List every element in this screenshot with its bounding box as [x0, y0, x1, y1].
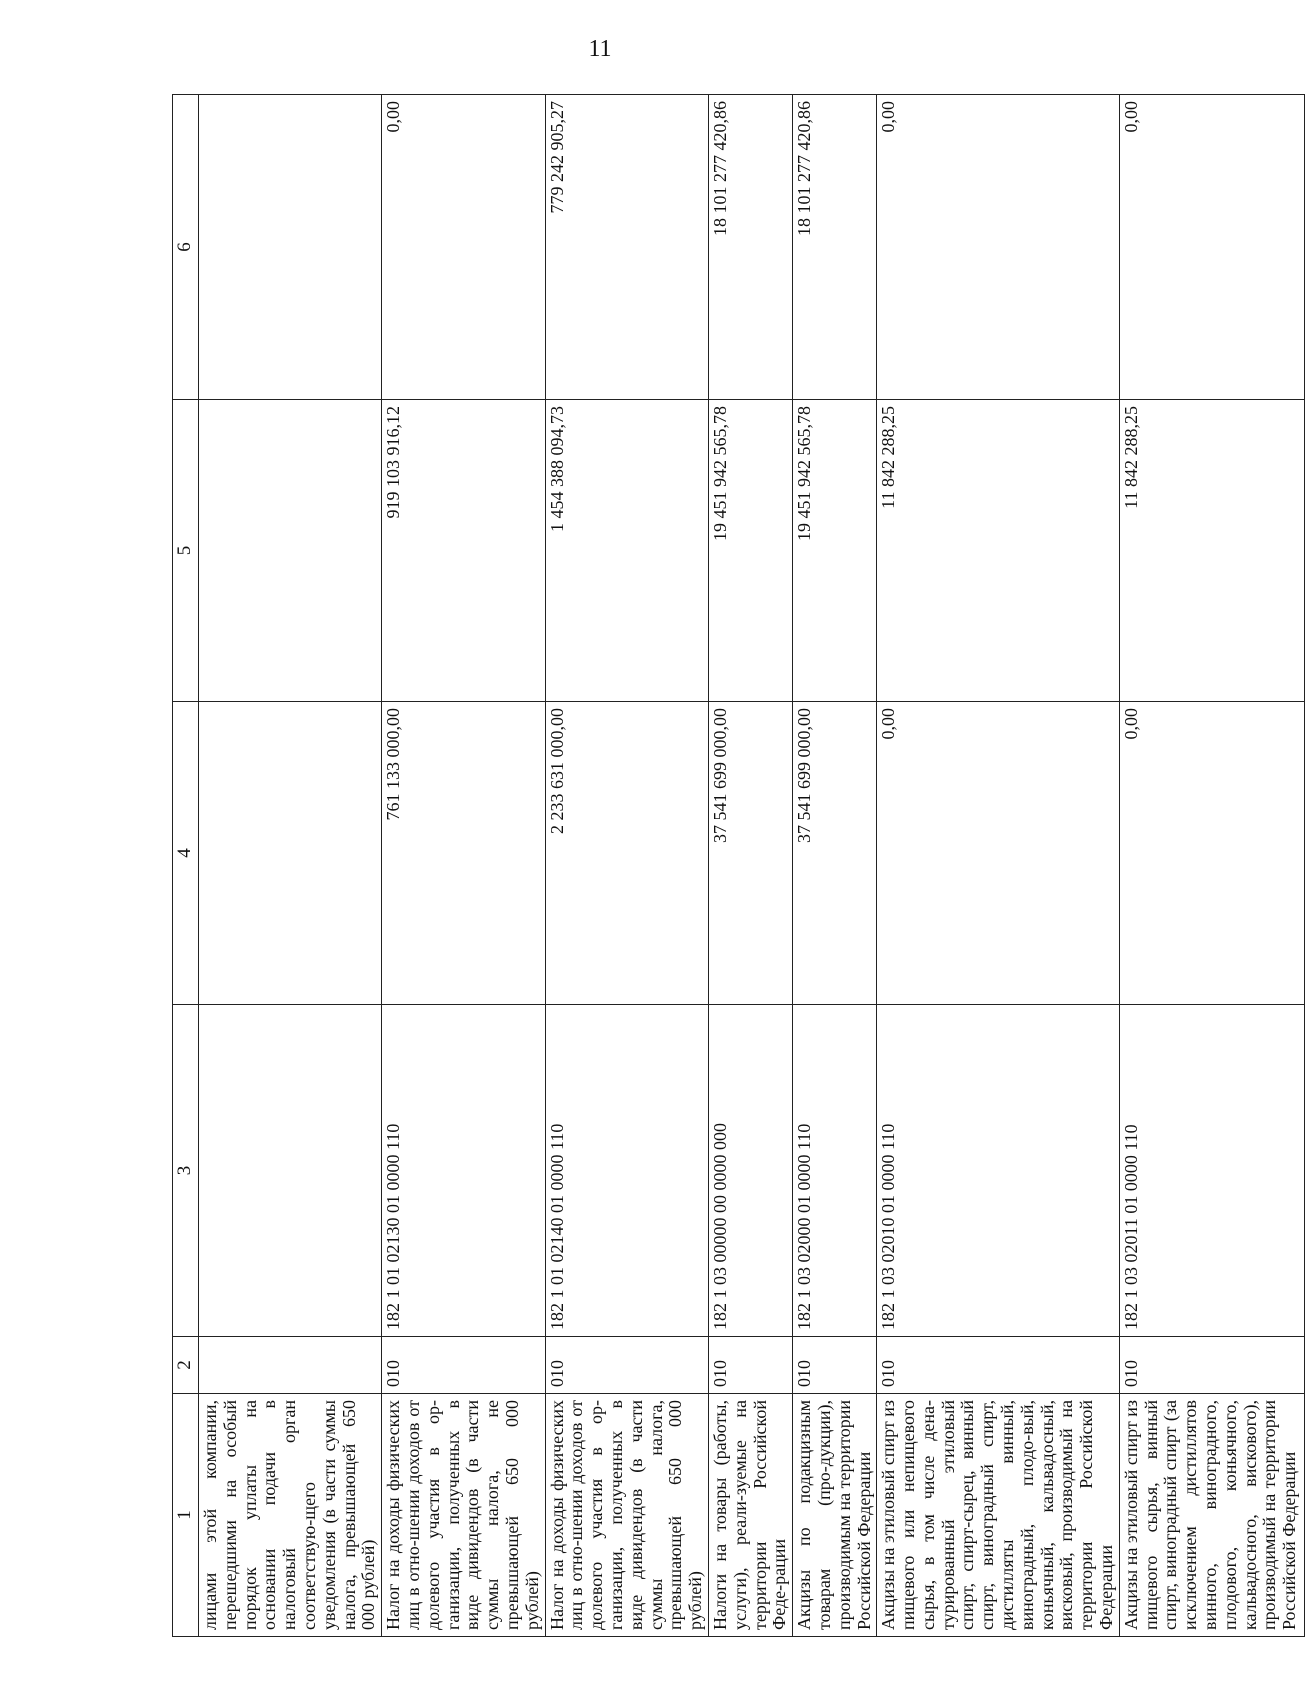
row-executed-amount — [199, 400, 382, 702]
table-row — [793, 95, 877, 1637]
row-budget-code: 182 1 03 00000 00 0000 000 — [708, 1005, 792, 1337]
column-header-5: 5 — [173, 400, 199, 702]
row-admin-code: 010 — [382, 1337, 545, 1394]
row-plan-amount: 37 541 699 000,00 — [708, 702, 792, 1005]
row-name: Акцизы на этиловый спирт из пищевого или непищевого сырья, в том числе дена-турированный этиловый спирт, спирт-сырец, винный спирт, виноградный спирт, дистилляты винный, виноградный, плодо-вый, коньячный, кальвадосный, висковый, производимый на территории Российской Федерации — [877, 1394, 1120, 1637]
row-name: Акцизы на этиловый спирт из пищевого сырья, винный спирт, виноградный спирт (за исключением дистиллятов винного, виноградного, плодового, коньячного, кальвадосного, вискового), производимый на территории Российской Федерации — [1119, 1394, 1304, 1637]
row-budget-code: 182 1 03 02010 01 0000 110 — [877, 1005, 1120, 1337]
row-name: Налоги на товары (работы, услуги), реали-зуемые на территории Российской Феде-рации — [708, 1394, 792, 1637]
rotated-table-inner — [172, 95, 1300, 1637]
row-remaining-amount: 18 101 277 420,86 — [793, 95, 877, 400]
row-budget-code: 182 1 03 02011 01 0000 110 — [1119, 1005, 1304, 1337]
header-row — [173, 95, 199, 1637]
row-name: Налог на доходы физических лиц в отно-шении доходов от долевого участия в ор-ганизации, полученных в виде дивидендов (в части суммы налога, не превышающей 650 000 рублей) — [382, 1394, 545, 1637]
row-admin-code: 010 — [1119, 1337, 1304, 1394]
table-row — [708, 95, 792, 1637]
column-header-3: 3 — [173, 1005, 199, 1337]
table-row — [877, 95, 1120, 1637]
row-plan-amount: 0,00 — [1119, 702, 1304, 1005]
row-remaining-amount: 0,00 — [877, 95, 1120, 400]
row-executed-amount: 919 103 916,12 — [382, 400, 545, 702]
row-admin-code: 010 — [708, 1337, 792, 1394]
row-admin-code: 010 — [877, 1337, 1120, 1394]
row-plan-amount: 37 541 699 000,00 — [793, 702, 877, 1005]
column-header-6: 6 — [173, 95, 199, 400]
row-name: Налог на доходы физических лиц в отно-шении доходов от долевого участия в ор-ганизации, полученных в виде дивидендов (в части суммы налога, превышающей 650 000 рублей) — [545, 1394, 708, 1637]
row-plan-amount: 761 133 000,00 — [382, 702, 545, 1005]
row-remaining-amount: 779 242 905,27 — [545, 95, 708, 400]
row-budget-code: 182 1 01 02140 01 0000 110 — [545, 1005, 708, 1337]
row-plan-amount: 2 233 631 000,00 — [545, 702, 708, 1005]
table-row — [382, 95, 545, 1637]
column-header-2: 2 — [173, 1337, 199, 1394]
row-executed-amount: 1 454 388 094,73 — [545, 400, 708, 702]
table-row — [199, 95, 382, 1637]
table-row — [545, 95, 708, 1637]
revenue-table — [172, 94, 1305, 1637]
row-remaining-amount: 0,00 — [382, 95, 545, 400]
row-executed-amount: 19 451 942 565,78 — [793, 400, 877, 702]
row-budget-code: 182 1 03 02000 01 0000 110 — [793, 1005, 877, 1337]
row-remaining-amount: 0,00 — [1119, 95, 1304, 400]
row-remaining-amount: 18 101 277 420,86 — [708, 95, 792, 400]
row-plan-amount: 0,00 — [877, 702, 1120, 1005]
row-admin-code: 010 — [793, 1337, 877, 1394]
row-admin-code — [199, 1337, 382, 1394]
row-remaining-amount — [199, 95, 382, 400]
row-name: лицами этой компании, перешедшими на особый порядок уплаты на основании подачи в налоговый орган соответствую-щего уведомления (в части суммы налога, превышающей 650 000 рублей) — [199, 1394, 382, 1637]
table-row — [1119, 95, 1304, 1637]
row-admin-code: 010 — [545, 1337, 708, 1394]
column-header-4: 4 — [173, 702, 199, 1005]
column-header-1: 1 — [173, 1394, 199, 1637]
row-budget-code — [199, 1005, 382, 1337]
page-number: 11 — [588, 36, 612, 62]
rotated-table-frame — [172, 95, 1300, 1637]
row-budget-code: 182 1 01 02130 01 0000 110 — [382, 1005, 545, 1337]
row-plan-amount — [199, 702, 382, 1005]
row-executed-amount: 11 842 288,25 — [877, 400, 1120, 702]
row-name: Акцизы по подакцизным товарам (про-дукции), производимым на территории Российской Федерации — [793, 1394, 877, 1637]
row-executed-amount: 11 842 288,25 — [1119, 400, 1304, 702]
row-executed-amount: 19 451 942 565,78 — [708, 400, 792, 702]
